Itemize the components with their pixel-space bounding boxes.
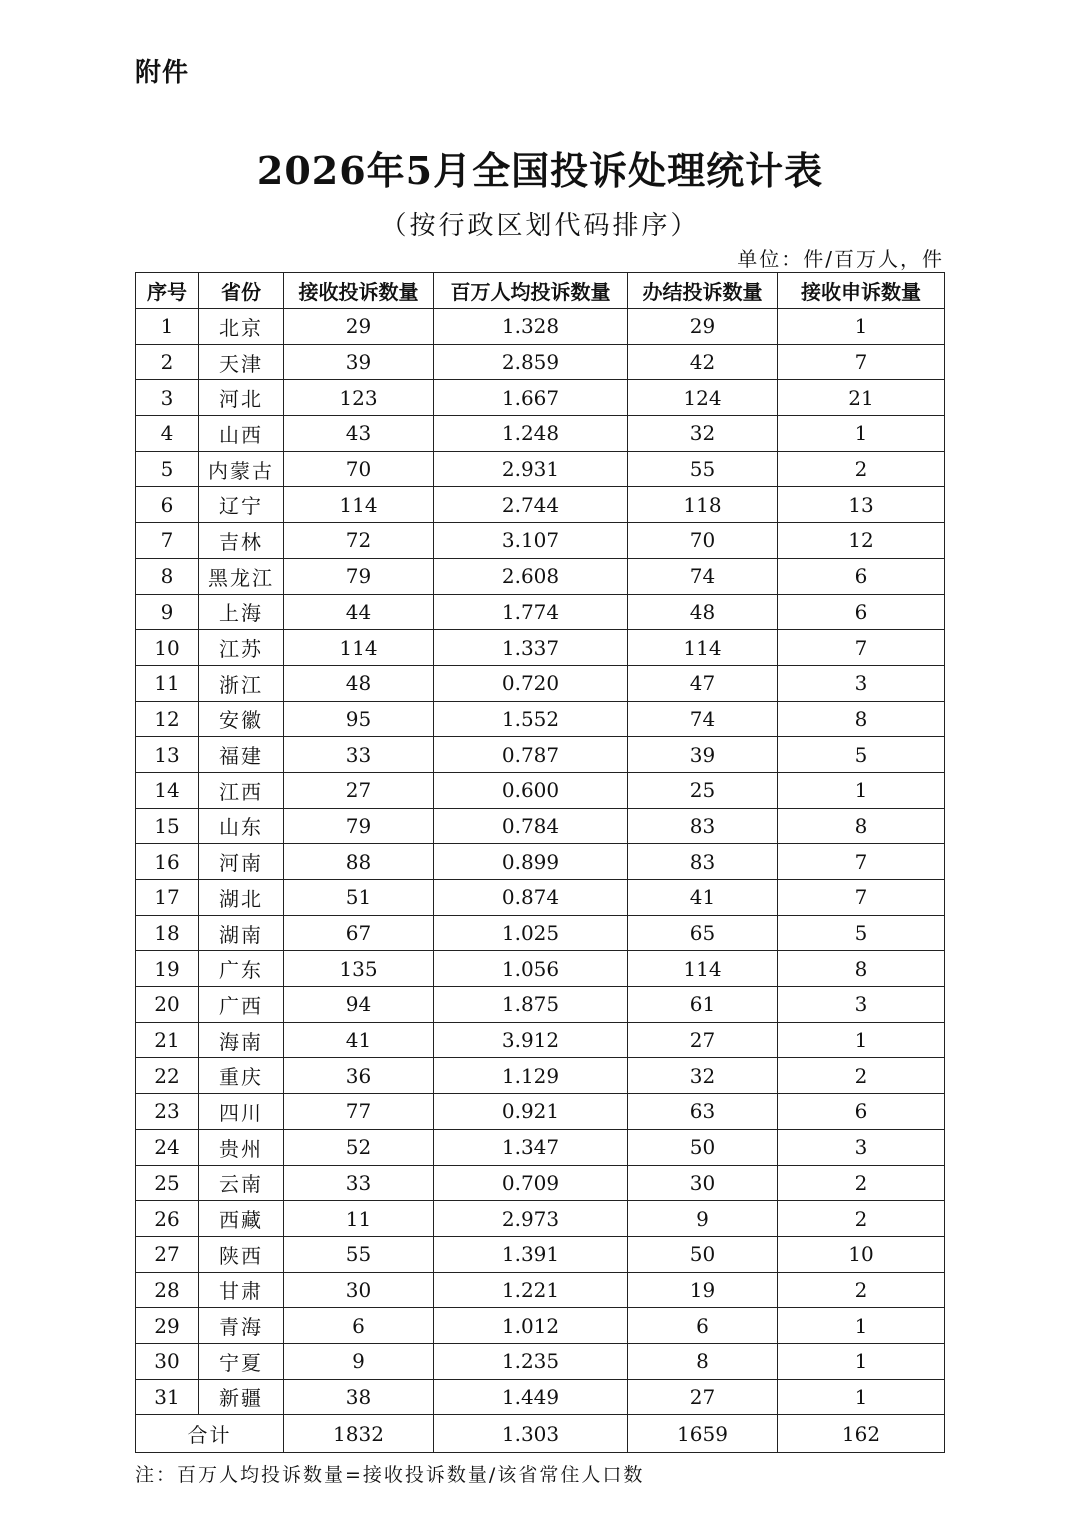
cell-index: 25 bbox=[136, 1165, 199, 1201]
cell-appeals: 8 bbox=[778, 701, 945, 737]
total-appeals: 162 bbox=[778, 1415, 945, 1453]
cell-received: 55 bbox=[284, 1236, 434, 1272]
cell-province: 吉林 bbox=[199, 523, 284, 559]
cell-index: 17 bbox=[136, 880, 199, 916]
cell-province: 重庆 bbox=[199, 1058, 284, 1094]
column-header-index: 序号 bbox=[136, 273, 199, 309]
cell-index: 22 bbox=[136, 1058, 199, 1094]
cell-province: 甘肃 bbox=[199, 1272, 284, 1308]
cell-per-million: 1.248 bbox=[434, 416, 628, 452]
cell-per-million: 3.107 bbox=[434, 523, 628, 559]
cell-per-million: 2.608 bbox=[434, 558, 628, 594]
table-row bbox=[136, 1308, 945, 1344]
cell-per-million: 0.720 bbox=[434, 665, 628, 701]
column-header-received: 接收投诉数量 bbox=[284, 273, 434, 309]
cell-resolved: 9 bbox=[628, 1201, 778, 1237]
cell-per-million: 1.875 bbox=[434, 987, 628, 1023]
cell-resolved: 6 bbox=[628, 1308, 778, 1344]
cell-appeals: 2 bbox=[778, 1165, 945, 1201]
cell-index: 29 bbox=[136, 1308, 199, 1344]
cell-per-million: 0.874 bbox=[434, 880, 628, 916]
cell-resolved: 63 bbox=[628, 1094, 778, 1130]
cell-province: 江西 bbox=[199, 772, 284, 808]
cell-received: 77 bbox=[284, 1094, 434, 1130]
cell-per-million: 1.056 bbox=[434, 951, 628, 987]
cell-index: 6 bbox=[136, 487, 199, 523]
cell-appeals: 1 bbox=[778, 1379, 945, 1415]
cell-index: 7 bbox=[136, 523, 199, 559]
cell-appeals: 7 bbox=[778, 880, 945, 916]
cell-province: 上海 bbox=[199, 594, 284, 630]
cell-appeals: 12 bbox=[778, 523, 945, 559]
cell-appeals: 8 bbox=[778, 808, 945, 844]
table-row bbox=[136, 1129, 945, 1165]
cell-province: 山西 bbox=[199, 416, 284, 452]
cell-index: 15 bbox=[136, 808, 199, 844]
cell-province: 四川 bbox=[199, 1094, 284, 1130]
total-received: 1832 bbox=[284, 1415, 434, 1453]
cell-province: 宁夏 bbox=[199, 1343, 284, 1379]
cell-province: 新疆 bbox=[199, 1379, 284, 1415]
table-row bbox=[136, 880, 945, 916]
cell-appeals: 3 bbox=[778, 1129, 945, 1165]
cell-index: 18 bbox=[136, 915, 199, 951]
cell-index: 30 bbox=[136, 1343, 199, 1379]
cell-index: 4 bbox=[136, 416, 199, 452]
cell-appeals: 7 bbox=[778, 344, 945, 380]
cell-resolved: 27 bbox=[628, 1379, 778, 1415]
cell-province: 西藏 bbox=[199, 1201, 284, 1237]
cell-province: 内蒙古 bbox=[199, 451, 284, 487]
cell-per-million: 1.774 bbox=[434, 594, 628, 630]
cell-province: 海南 bbox=[199, 1022, 284, 1058]
total-row bbox=[136, 1415, 945, 1453]
footnote: 注：百万人均投诉数量=接收投诉数量/该省常住人口数 bbox=[135, 1464, 645, 1486]
cell-per-million: 0.600 bbox=[434, 772, 628, 808]
page-subtitle: （按行政区划代码排序） bbox=[380, 211, 700, 241]
cell-resolved: 19 bbox=[628, 1272, 778, 1308]
cell-received: 88 bbox=[284, 844, 434, 880]
cell-appeals: 1 bbox=[778, 416, 945, 452]
cell-resolved: 74 bbox=[628, 701, 778, 737]
cell-received: 114 bbox=[284, 630, 434, 666]
cell-received: 48 bbox=[284, 665, 434, 701]
table-row bbox=[136, 309, 945, 345]
cell-index: 20 bbox=[136, 987, 199, 1023]
table-body bbox=[136, 309, 945, 1415]
table-row bbox=[136, 1058, 945, 1094]
cell-resolved: 25 bbox=[628, 772, 778, 808]
cell-appeals: 3 bbox=[778, 665, 945, 701]
cell-per-million: 0.921 bbox=[434, 1094, 628, 1130]
cell-received: 41 bbox=[284, 1022, 434, 1058]
cell-resolved: 83 bbox=[628, 844, 778, 880]
cell-received: 36 bbox=[284, 1058, 434, 1094]
cell-received: 135 bbox=[284, 951, 434, 987]
complaint-stats-table bbox=[135, 272, 945, 1453]
cell-per-million: 1.449 bbox=[434, 1379, 628, 1415]
cell-appeals: 3 bbox=[778, 987, 945, 1023]
page-title: 2026年5月全国投诉处理统计表 bbox=[256, 148, 824, 193]
cell-per-million: 1.328 bbox=[434, 309, 628, 345]
cell-resolved: 29 bbox=[628, 309, 778, 345]
table-row bbox=[136, 380, 945, 416]
cell-index: 10 bbox=[136, 630, 199, 666]
cell-received: 38 bbox=[284, 1379, 434, 1415]
cell-index: 24 bbox=[136, 1129, 199, 1165]
cell-received: 79 bbox=[284, 558, 434, 594]
cell-resolved: 32 bbox=[628, 1058, 778, 1094]
cell-index: 21 bbox=[136, 1022, 199, 1058]
cell-per-million: 2.744 bbox=[434, 487, 628, 523]
cell-appeals: 1 bbox=[778, 1308, 945, 1344]
cell-received: 30 bbox=[284, 1272, 434, 1308]
table-row bbox=[136, 630, 945, 666]
cell-province: 福建 bbox=[199, 737, 284, 773]
cell-per-million: 0.784 bbox=[434, 808, 628, 844]
cell-received: 9 bbox=[284, 1343, 434, 1379]
cell-appeals: 8 bbox=[778, 951, 945, 987]
cell-index: 27 bbox=[136, 1236, 199, 1272]
cell-received: 6 bbox=[284, 1308, 434, 1344]
cell-resolved: 65 bbox=[628, 915, 778, 951]
cell-resolved: 83 bbox=[628, 808, 778, 844]
cell-province: 湖北 bbox=[199, 880, 284, 916]
cell-index: 9 bbox=[136, 594, 199, 630]
table-row bbox=[136, 451, 945, 487]
column-header-per-million: 百万人均投诉数量 bbox=[434, 273, 628, 309]
cell-index: 28 bbox=[136, 1272, 199, 1308]
cell-province: 天津 bbox=[199, 344, 284, 380]
cell-province: 陕西 bbox=[199, 1236, 284, 1272]
cell-province: 黑龙江 bbox=[199, 558, 284, 594]
cell-received: 123 bbox=[284, 380, 434, 416]
cell-province: 安徽 bbox=[199, 701, 284, 737]
cell-province: 广西 bbox=[199, 987, 284, 1023]
cell-per-million: 1.552 bbox=[434, 701, 628, 737]
cell-province: 云南 bbox=[199, 1165, 284, 1201]
cell-province: 青海 bbox=[199, 1308, 284, 1344]
cell-resolved: 114 bbox=[628, 630, 778, 666]
column-header-resolved: 办结投诉数量 bbox=[628, 273, 778, 309]
cell-appeals: 10 bbox=[778, 1236, 945, 1272]
cell-received: 43 bbox=[284, 416, 434, 452]
cell-resolved: 8 bbox=[628, 1343, 778, 1379]
cell-province: 河北 bbox=[199, 380, 284, 416]
cell-received: 70 bbox=[284, 451, 434, 487]
cell-resolved: 118 bbox=[628, 487, 778, 523]
cell-appeals: 1 bbox=[778, 1343, 945, 1379]
cell-resolved: 74 bbox=[628, 558, 778, 594]
unit-note: 单位：件/百万人，件 bbox=[737, 247, 944, 271]
cell-appeals: 7 bbox=[778, 630, 945, 666]
cell-resolved: 114 bbox=[628, 951, 778, 987]
cell-appeals: 21 bbox=[778, 380, 945, 416]
cell-appeals: 1 bbox=[778, 1022, 945, 1058]
table-row bbox=[136, 1236, 945, 1272]
cell-received: 72 bbox=[284, 523, 434, 559]
cell-resolved: 55 bbox=[628, 451, 778, 487]
cell-appeals: 6 bbox=[778, 558, 945, 594]
cell-appeals: 6 bbox=[778, 1094, 945, 1130]
cell-resolved: 32 bbox=[628, 416, 778, 452]
cell-province: 湖南 bbox=[199, 915, 284, 951]
cell-index: 26 bbox=[136, 1201, 199, 1237]
column-header-appeals: 接收申诉数量 bbox=[778, 273, 945, 309]
cell-province: 广东 bbox=[199, 951, 284, 987]
cell-per-million: 1.025 bbox=[434, 915, 628, 951]
cell-per-million: 2.931 bbox=[434, 451, 628, 487]
cell-per-million: 1.012 bbox=[434, 1308, 628, 1344]
cell-received: 114 bbox=[284, 487, 434, 523]
table-row bbox=[136, 1343, 945, 1379]
cell-resolved: 61 bbox=[628, 987, 778, 1023]
cell-resolved: 47 bbox=[628, 665, 778, 701]
cell-index: 3 bbox=[136, 380, 199, 416]
cell-resolved: 30 bbox=[628, 1165, 778, 1201]
cell-index: 5 bbox=[136, 451, 199, 487]
table-row bbox=[136, 416, 945, 452]
cell-received: 79 bbox=[284, 808, 434, 844]
cell-per-million: 1.235 bbox=[434, 1343, 628, 1379]
cell-received: 29 bbox=[284, 309, 434, 345]
cell-appeals: 2 bbox=[778, 1272, 945, 1308]
cell-index: 31 bbox=[136, 1379, 199, 1415]
cell-per-million: 0.899 bbox=[434, 844, 628, 880]
cell-appeals: 5 bbox=[778, 915, 945, 951]
table-row bbox=[136, 558, 945, 594]
total-resolved: 1659 bbox=[628, 1415, 778, 1453]
cell-appeals: 2 bbox=[778, 451, 945, 487]
cell-province: 北京 bbox=[199, 309, 284, 345]
table-row bbox=[136, 594, 945, 630]
total-per-million: 1.303 bbox=[434, 1415, 628, 1453]
column-header-province: 省份 bbox=[199, 273, 284, 309]
cell-index: 23 bbox=[136, 1094, 199, 1130]
cell-appeals: 13 bbox=[778, 487, 945, 523]
table-row bbox=[136, 951, 945, 987]
table-row bbox=[136, 344, 945, 380]
cell-per-million: 1.221 bbox=[434, 1272, 628, 1308]
cell-per-million: 0.709 bbox=[434, 1165, 628, 1201]
cell-appeals: 2 bbox=[778, 1058, 945, 1094]
cell-index: 13 bbox=[136, 737, 199, 773]
cell-province: 江苏 bbox=[199, 630, 284, 666]
cell-per-million: 1.129 bbox=[434, 1058, 628, 1094]
cell-province: 辽宁 bbox=[199, 487, 284, 523]
cell-index: 14 bbox=[136, 772, 199, 808]
cell-per-million: 2.973 bbox=[434, 1201, 628, 1237]
cell-province: 贵州 bbox=[199, 1129, 284, 1165]
cell-province: 山东 bbox=[199, 808, 284, 844]
cell-received: 44 bbox=[284, 594, 434, 630]
table-header-row bbox=[136, 273, 945, 309]
cell-received: 27 bbox=[284, 772, 434, 808]
cell-index: 1 bbox=[136, 309, 199, 345]
cell-index: 12 bbox=[136, 701, 199, 737]
cell-appeals: 1 bbox=[778, 309, 945, 345]
cell-received: 33 bbox=[284, 737, 434, 773]
cell-per-million: 1.391 bbox=[434, 1236, 628, 1272]
cell-index: 2 bbox=[136, 344, 199, 380]
total-label: 合计 bbox=[136, 1415, 284, 1453]
cell-appeals: 1 bbox=[778, 772, 945, 808]
cell-index: 19 bbox=[136, 951, 199, 987]
cell-per-million: 1.337 bbox=[434, 630, 628, 666]
cell-index: 8 bbox=[136, 558, 199, 594]
table-row bbox=[136, 1201, 945, 1237]
cell-appeals: 6 bbox=[778, 594, 945, 630]
table-row bbox=[136, 1094, 945, 1130]
table-row bbox=[136, 915, 945, 951]
cell-resolved: 70 bbox=[628, 523, 778, 559]
cell-resolved: 42 bbox=[628, 344, 778, 380]
table-row bbox=[136, 844, 945, 880]
cell-appeals: 5 bbox=[778, 737, 945, 773]
table-row bbox=[136, 987, 945, 1023]
attachment-label: 附件 bbox=[135, 58, 190, 88]
cell-per-million: 1.667 bbox=[434, 380, 628, 416]
table-row bbox=[136, 523, 945, 559]
cell-received: 95 bbox=[284, 701, 434, 737]
cell-index: 11 bbox=[136, 665, 199, 701]
cell-province: 浙江 bbox=[199, 665, 284, 701]
table-row bbox=[136, 1379, 945, 1415]
cell-received: 39 bbox=[284, 344, 434, 380]
cell-resolved: 124 bbox=[628, 380, 778, 416]
cell-appeals: 7 bbox=[778, 844, 945, 880]
cell-per-million: 1.347 bbox=[434, 1129, 628, 1165]
table-row bbox=[136, 808, 945, 844]
cell-received: 51 bbox=[284, 880, 434, 916]
table-row bbox=[136, 737, 945, 773]
table-row bbox=[136, 1165, 945, 1201]
cell-received: 33 bbox=[284, 1165, 434, 1201]
cell-received: 52 bbox=[284, 1129, 434, 1165]
cell-province: 河南 bbox=[199, 844, 284, 880]
cell-resolved: 39 bbox=[628, 737, 778, 773]
cell-received: 94 bbox=[284, 987, 434, 1023]
cell-resolved: 50 bbox=[628, 1129, 778, 1165]
table-row bbox=[136, 1022, 945, 1058]
table-row bbox=[136, 665, 945, 701]
cell-appeals: 2 bbox=[778, 1201, 945, 1237]
table-row bbox=[136, 701, 945, 737]
table-row bbox=[136, 1272, 945, 1308]
cell-per-million: 3.912 bbox=[434, 1022, 628, 1058]
cell-resolved: 50 bbox=[628, 1236, 778, 1272]
cell-per-million: 0.787 bbox=[434, 737, 628, 773]
cell-resolved: 41 bbox=[628, 880, 778, 916]
cell-received: 11 bbox=[284, 1201, 434, 1237]
cell-resolved: 27 bbox=[628, 1022, 778, 1058]
cell-index: 16 bbox=[136, 844, 199, 880]
cell-resolved: 48 bbox=[628, 594, 778, 630]
table-row bbox=[136, 772, 945, 808]
table-row bbox=[136, 487, 945, 523]
cell-received: 67 bbox=[284, 915, 434, 951]
cell-per-million: 2.859 bbox=[434, 344, 628, 380]
